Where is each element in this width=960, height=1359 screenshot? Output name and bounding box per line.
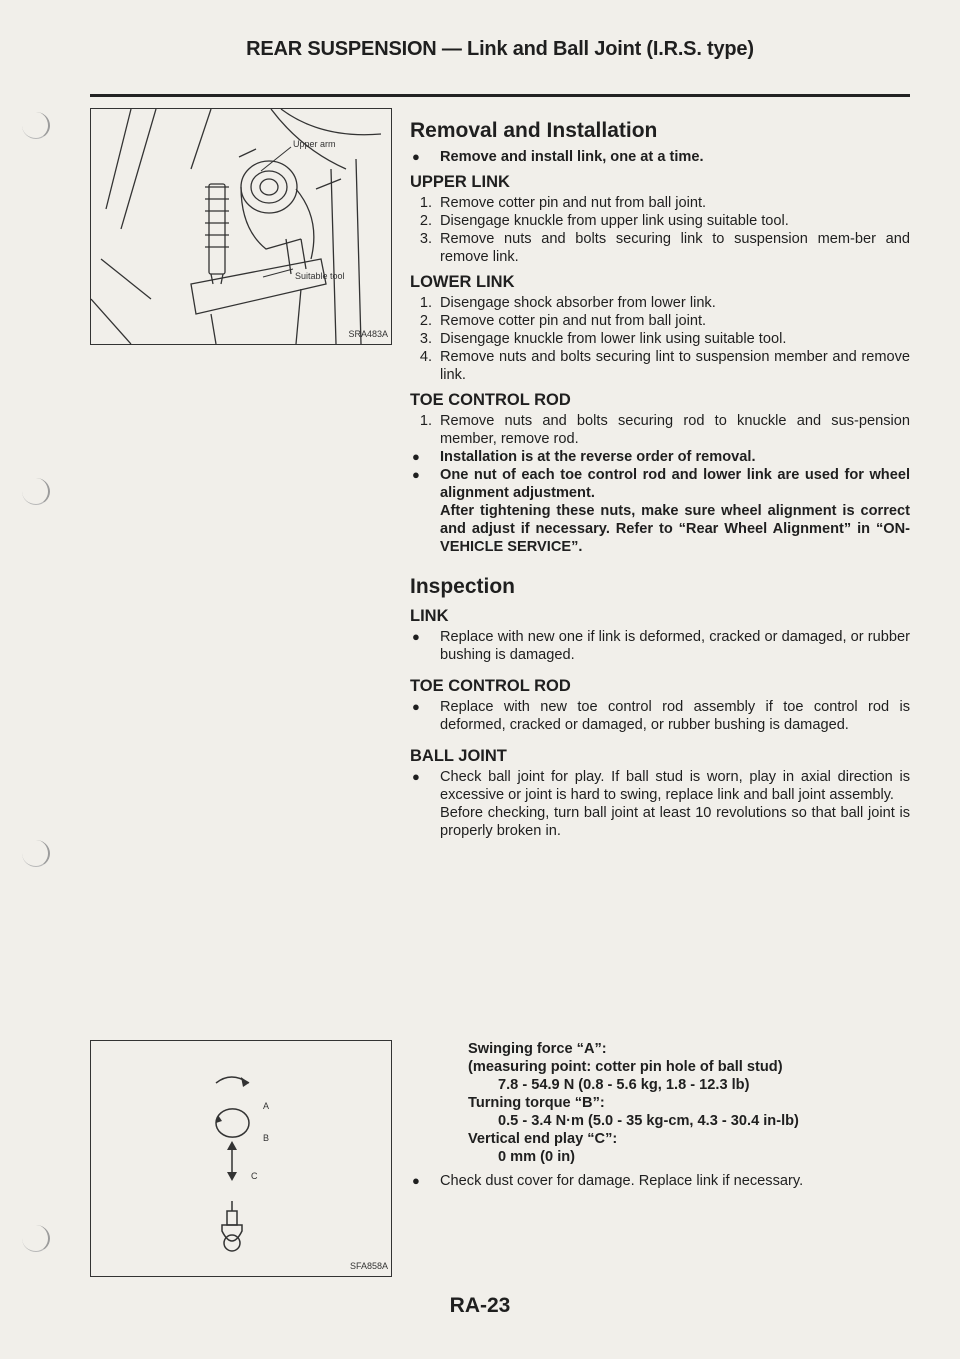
spec-label: Turning torque “B”:	[468, 1095, 605, 1111]
spec-note: (measuring point: cotter pin hole of ball stud)	[468, 1059, 783, 1075]
ball-joint-illustration	[91, 1041, 391, 1276]
subsection-lower-link: LOWER LINK	[410, 273, 515, 291]
step: 1. Remove cotter pin and nut from ball joint.	[419, 195, 707, 211]
note: ● One nut of each toe control rod and lower link are used for wheel alignment adjustment.	[412, 467, 910, 501]
label-a: A	[263, 1101, 270, 1111]
section-title-removal: Removal and Installation	[410, 119, 658, 142]
note: ● Installation is at the reverse order of removal.	[412, 449, 756, 465]
subsection-link: LINK	[410, 607, 449, 625]
subsection-toe-control-rod: TOE CONTROL ROD	[410, 391, 571, 409]
upper-link-illustration	[91, 109, 391, 344]
subsection-ball-joint: BALL JOINT	[410, 747, 507, 765]
spec-value: 0.5 - 3.4 N·m (5.0 - 35 kg-cm, 4.3 - 30.4 in-lb)	[498, 1113, 799, 1129]
main-content	[410, 118, 910, 840]
section-title-inspection: Inspection	[410, 575, 516, 598]
step: 3. Remove nuts and bolts securing link to suspension mem-ber and remove link.	[419, 231, 910, 265]
figure-ball-joint	[90, 1040, 392, 1277]
inspection-item-continued: Before checking, turn ball joint at least 10 revolutions so that ball joint is properly broken in.	[440, 805, 910, 839]
binding-hole	[22, 1225, 50, 1252]
binding-hole	[22, 478, 50, 505]
spec-label: Swinging force “A”:	[468, 1041, 607, 1057]
label-b: B	[263, 1133, 270, 1143]
note-after: After tightening these nuts, make sure wheel alignment is correct and adjust if necessary. Refer to “Rear Wheel Alignment” in “ON-VEHICLE SERVICE”.	[440, 503, 910, 555]
step: 3. Disengage knuckle from lower link using suitable tool.	[419, 331, 787, 347]
figure-upper-link	[90, 108, 392, 345]
label-c: C	[251, 1171, 258, 1181]
subsection-upper-link: UPPER LINK	[410, 173, 510, 191]
inspection-item: ● Replace with new one if link is deformed, cracked or damaged, or rubber bushing is damaged.	[412, 629, 910, 663]
step: 2. Remove cotter pin and nut from ball joint.	[419, 313, 707, 329]
subsection-toe-rod-inspection: TOE CONTROL ROD	[410, 677, 571, 695]
step: 1. Remove nuts and bolts securing rod to knuckle and sus-pension member, remove rod.	[419, 413, 910, 447]
page-number: RA-23	[449, 1294, 511, 1317]
inspection-item: ● Check ball joint for play. If ball stud is worn, play in axial direction is excessive or joint is hard to swing, replace link and ball joint assembly.	[412, 769, 910, 803]
dust-cover-check: ● Check dust cover for damage. Replace link if necessary.	[412, 1173, 804, 1189]
figure-id: SRA483A	[348, 329, 388, 339]
ball-joint-specs	[468, 1040, 908, 1166]
label-upper-arm: Upper arm	[293, 139, 336, 149]
step: 2. Disengage knuckle from upper link using suitable tool.	[419, 213, 789, 229]
spec-value: 7.8 - 54.9 N (0.8 - 5.6 kg, 1.8 - 12.3 lb)	[498, 1077, 750, 1093]
step: 1. Disengage shock absorber from lower link.	[419, 295, 716, 311]
page-header: REAR SUSPENSION — Link and Ball Joint (I.R.S. type)	[246, 38, 754, 60]
removal-intro: ● Remove and install link, one at a time.	[412, 149, 704, 165]
header-rule	[90, 94, 910, 97]
binding-hole	[22, 840, 50, 867]
step: 4. Remove nuts and bolts securing lint to suspension member and remove link.	[419, 349, 910, 383]
figure-id: SFA858A	[349, 1261, 388, 1271]
spec-label: Vertical end play “C”:	[468, 1131, 618, 1147]
spec-value: 0 mm (0 in)	[498, 1149, 576, 1165]
binding-hole	[22, 112, 50, 139]
label-suitable-tool: Suitable tool	[295, 271, 345, 281]
inspection-item: ● Replace with new toe control rod assembly if toe control rod is deformed, cracked or damaged, or rubber bushing is damaged.	[412, 699, 910, 733]
